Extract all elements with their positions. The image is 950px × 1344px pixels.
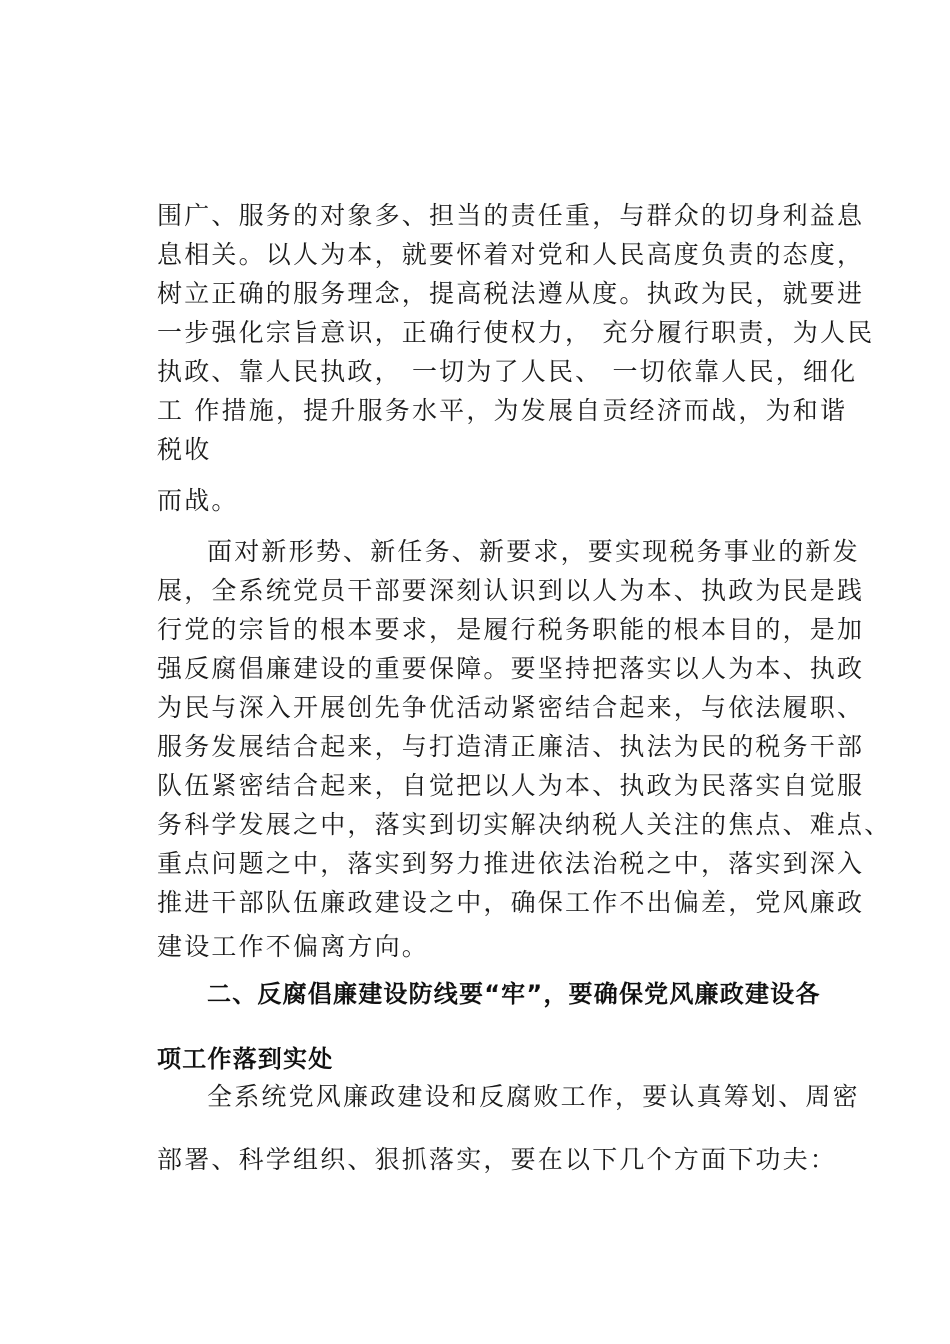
- paragraph-1-line-7: 税收: [157, 435, 212, 464]
- paragraph-1-line-3: 树立正确的服务理念，提高税法遵从度。执政为民，就要进: [157, 279, 865, 308]
- paragraph-1-line-1: 围广、服务的对象多、担当的责任重，与群众的切身利益息: [157, 201, 865, 230]
- paragraph-3-line-2: 部署、科学组织、狠抓落实，要在以下几个方面下功夫：: [157, 1145, 838, 1174]
- paragraph-1-line-8: 而战。: [157, 486, 239, 515]
- paragraph-1-line-2: 息相关。以人为本，就要怀着对党和人民高度负责的态度，: [157, 240, 865, 269]
- section-heading-line-1: 二、反腐倡廉建设防线要“牢”，要确保党风廉政建设各: [207, 980, 821, 1008]
- paragraph-2-line-5: 为民与深入开展创先争优活动紧密结合起来，与依法履职、: [157, 693, 865, 722]
- paragraph-2-line-1: 面对新形势、新任务、新要求，要实现税务事业的新发: [207, 537, 860, 566]
- section-heading-line-2: 项工作落到实处: [157, 1045, 334, 1073]
- paragraph-2-line-9: 重点问题之中，落实到努力推进依法治税之中，落实到深入: [157, 849, 865, 878]
- paragraph-2-line-11: 建设工作不偏离方向。: [157, 932, 430, 961]
- paragraph-1-line-5: 执政、靠人民执政， 一切为了人民、 一切依靠人民，细化: [157, 357, 858, 386]
- paragraph-3-line-1: 全系统党风廉政建设和反腐败工作，要认真筹划、周密: [207, 1082, 860, 1111]
- paragraph-2-line-3: 行党的宗旨的根本要求，是履行税务职能的根本目的，是加: [157, 615, 865, 644]
- paragraph-2-line-7: 队伍紧密结合起来，自觉把以人为本、执政为民落实自觉服: [157, 771, 865, 800]
- paragraph-1-line-4: 一步强化宗旨意识，正确行使权力， 充分履行职责，为人民: [157, 318, 875, 347]
- paragraph-2-line-10: 推进干部队伍廉政建设之中，确保工作不出偏差，党风廉政: [157, 888, 865, 917]
- paragraph-2-line-4: 强反腐倡廉建设的重要保障。要坚持把落实以人为本、执政: [157, 654, 865, 683]
- paragraph-2-line-8: 务科学发展之中，落实到切实解决纳税人关注的焦点、难点、: [157, 810, 892, 839]
- paragraph-2-line-2: 展，全系统党员干部要深刻认识到以人为本、执政为民是践: [157, 576, 865, 605]
- paragraph-2-line-6: 服务发展结合起来，与打造清正廉洁、执法为民的税务干部: [157, 732, 865, 761]
- paragraph-1-line-6: 工 作措施，提升服务水平，为发展自贡经济而战，为和谐: [157, 396, 848, 425]
